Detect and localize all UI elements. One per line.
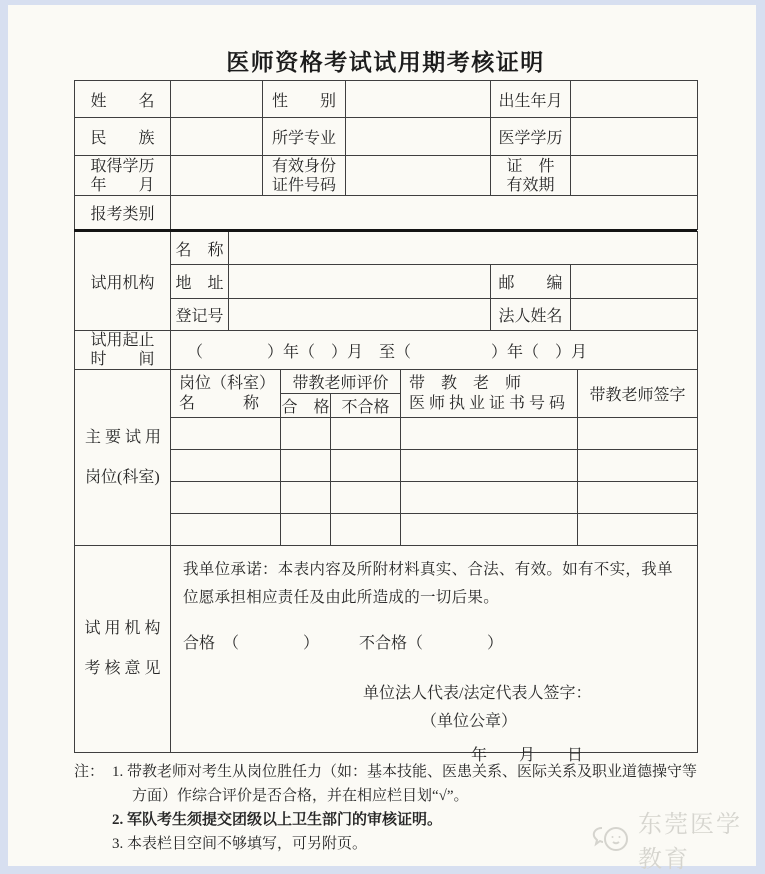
signature-cell [578, 418, 698, 450]
notes-prefix: 注： [74, 764, 105, 780]
teacher-signature-header: 带教老师签字 [578, 370, 698, 418]
birth-value-cell [571, 81, 698, 118]
org-zip-label: 邮 编 [491, 265, 571, 299]
degree-value-cell [571, 118, 698, 156]
org-name-value-cell [229, 232, 698, 265]
org-legal-person-label: 法人姓名 [491, 299, 571, 331]
org-promise-text: 我单位承诺：本表内容及所附材料真实、合法、有效。如有不实，我单位愿承担相应责任及由此所造成的一切后果。 [183, 561, 673, 606]
assessment-opinion-label-line2: 考 核 意 见 [84, 660, 161, 677]
table-row [75, 156, 698, 196]
table-row [75, 81, 698, 118]
position-name-cell [171, 514, 281, 546]
org-zip-value-cell [571, 265, 698, 299]
id-number-label [263, 156, 346, 196]
cert-number-cell [401, 514, 578, 546]
fail-cell [331, 450, 401, 482]
org-address-label: 地 址 [171, 265, 229, 299]
graduation-date-label-line2: 年 月 [90, 176, 155, 194]
assessment-table [74, 545, 698, 764]
table-row [75, 546, 698, 753]
position-name-header-line2: 名 称 [179, 394, 260, 412]
assessment-opinion-cell [171, 546, 698, 764]
note-item-2: 2. 军队考生须提交团级以上卫生部门的审核证明。 [112, 812, 443, 828]
assessment-opinion-label [75, 546, 171, 753]
basic-info-table [74, 80, 698, 230]
pass-cell [281, 482, 331, 514]
ethnic-value-cell [171, 118, 263, 156]
document-page [8, 5, 756, 873]
id-validity-label-line1: 证 件 [506, 157, 555, 175]
position-name-cell [171, 418, 281, 450]
pass-cell [281, 418, 331, 450]
position-name-header-line1: 岗位（科室） [179, 374, 276, 392]
probation-period-label-line1: 试用起止 [90, 332, 155, 349]
main-positions-label-line1: 主 要 试 用 [85, 428, 162, 446]
table-row [75, 232, 698, 265]
fail-cell [331, 482, 401, 514]
fail-cell [331, 514, 401, 546]
id-validity-value-cell [571, 156, 698, 196]
date-line: 年 月 日 [471, 747, 584, 764]
org-name-label: 名 称 [171, 232, 229, 265]
name-value-cell [171, 81, 263, 118]
org-legal-person-value-cell [571, 299, 698, 331]
note-item-3: 3. 本表栏目空间不够填写，可另附页。 [112, 836, 368, 852]
position-name-cell [171, 482, 281, 514]
graduation-date-label [75, 156, 171, 196]
table-row [75, 370, 698, 394]
exam-category-value-cell [171, 196, 698, 230]
major-label: 所学专业 [263, 118, 346, 156]
graduation-date-label-line1: 取得学历 [90, 157, 155, 175]
table-row [75, 118, 698, 156]
cert-number-cell [401, 482, 578, 514]
fail-header: 不合格 [331, 394, 401, 418]
legal-representative-signature-line: 单位法人代表/法定代表人签字： [363, 685, 592, 702]
watermark-text: 东莞医学教育 [638, 811, 742, 873]
fail-cell [331, 418, 401, 450]
teacher-cert-header-line2: 医 师 执 业 证 书 号 码 [409, 394, 566, 412]
org-address-value-cell [229, 265, 491, 299]
assessment-opinion-body [171, 546, 697, 764]
id-number-label-line1: 有效身份 [271, 157, 336, 175]
cert-number-cell [401, 418, 578, 450]
position-name-header [171, 370, 281, 418]
main-positions-label [75, 370, 171, 546]
gender-value-cell [346, 81, 491, 118]
teacher-cert-header [401, 370, 578, 418]
id-validity-label [491, 156, 571, 196]
note-item-1: 1. 带教老师对考生从岗位胜任力（如：基本技能、医患关系、医际关系及职业道德操守等方面）作综合评价是否合格，并在相应栏目划“√”。 [112, 764, 698, 804]
positions-table [74, 369, 698, 546]
organization-table [74, 231, 698, 370]
pass-cell [281, 450, 331, 482]
probation-period-label-line2: 时 间 [90, 351, 155, 368]
teacher-cert-header-line1: 带 教 老 师 [409, 374, 522, 392]
id-number-label-line2: 证件号码 [271, 176, 336, 194]
assessment-result-line: 合格 （ ） 不合格（ ） [183, 635, 504, 652]
degree-label: 医学学历 [491, 118, 571, 156]
watermark [592, 804, 756, 874]
table-row [75, 331, 698, 370]
id-number-value-cell [346, 156, 491, 196]
birth-label: 出生年月 [491, 81, 571, 118]
major-value-cell [346, 118, 491, 156]
publisher-logo-icon [592, 820, 632, 859]
probation-period-label [75, 331, 171, 370]
form-content [74, 5, 697, 856]
form-title: 医师资格考试试用期考核证明 [226, 50, 545, 75]
probation-period-value: （ ）年（ ）月 至（ ）年（ ）月 [171, 331, 698, 370]
pass-header: 合 格 [281, 394, 331, 418]
teacher-evaluation-header: 带教老师评价 [281, 370, 401, 394]
signature-cell [578, 450, 698, 482]
ethnic-label: 民 族 [75, 118, 171, 156]
org-registration-label: 登记号 [171, 299, 229, 331]
org-registration-value-cell [229, 299, 491, 331]
assessment-opinion-label-line1: 试 用 机 构 [84, 620, 161, 637]
position-name-cell [171, 450, 281, 482]
pass-cell [281, 514, 331, 546]
exam-category-label: 报考类别 [75, 196, 171, 230]
name-label: 姓 名 [75, 81, 171, 118]
table-row [75, 196, 698, 230]
signature-cell [578, 482, 698, 514]
cert-number-cell [401, 450, 578, 482]
id-validity-label-line2: 有效期 [506, 176, 555, 194]
gender-label: 性 别 [263, 81, 346, 118]
graduation-date-value-cell [171, 156, 263, 196]
org-seal-line: （单位公章） [421, 713, 518, 730]
section-divider [74, 229, 697, 232]
main-positions-label-line2: 岗位(科室) [85, 468, 160, 486]
signature-cell [578, 514, 698, 546]
probation-org-label: 试用机构 [75, 232, 171, 331]
